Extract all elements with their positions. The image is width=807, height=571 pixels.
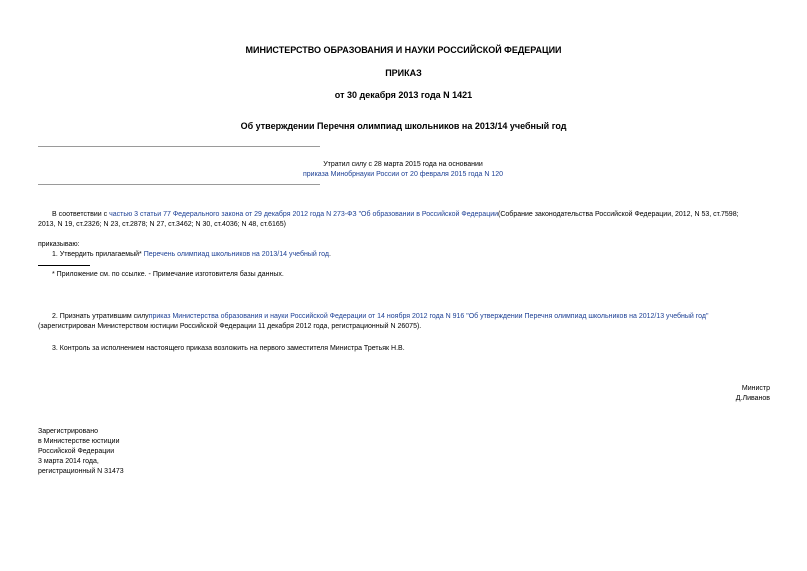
order-item-1-text: 1. Утвердить прилагаемый* [52,251,144,258]
preamble-text-1: В соответствии с [52,211,110,218]
doc-type-heading: ПРИКАЗ [385,68,422,78]
status-top-rule [38,146,320,147]
status-link-wrap [38,170,768,179]
preamble-line-2: 2013, N 19, ст.2326; N 23, ст.2878; N 27, ст.3462; N 30, ст.4036; N 48, ст.6165) [38,221,286,228]
order-item-2-line-2: (зарегистрирован Министерством юстиции Российской Федерации 11 декабря 2012 года, регистрационный N 26075). [38,323,422,330]
footnote-text: * Приложение см. по ссылке. - Примечание изготовителя базы данных. [52,271,284,278]
order-item-1-end: . [328,251,331,258]
preamble-law-link[interactable]: частью 3 статьи 77 Федерального закона от 29 декабря 2012 года N 273-ФЗ "Об образовании в Российской Федерации [109,211,499,218]
prikazyvayu-label: приказываю: [38,241,80,248]
order-item-3: 3. Контроль за исполнением настоящего приказа возложить на первого заместителя Министра Третьяк Н.В. [52,345,405,352]
order-item-2 [52,312,770,321]
old-order-link[interactable]: приказ Министерства образования и науки Российской Федерации от 14 ноября 2012 года N 916 "Об утверждении Перечня олимпиад школьников на 2012/13 учебный год" [148,313,709,320]
document-title: Об утверждении Перечня олимпиад школьников на 2013/14 учебный год [240,121,567,131]
signature-name: Д.Ливанов [735,395,770,402]
signature-role: Министр [741,385,770,392]
preamble-text-2: (Собрание законодательства Российской Федерации, 2012, N 53, ст.7598; [498,211,739,218]
registration-line-3: Российской Федерации [38,448,115,455]
status-line: Утратил силу с 28 марта 2015 года на основании [323,161,483,168]
order-item-1 [52,250,331,259]
preamble-line-1 [52,210,772,219]
status-link[interactable]: приказа Минобрнауки России от 20 февраля 2015 года N 120 [302,171,504,178]
registration-line-2: в Министерстве юстиции [38,438,120,445]
footnote-rule [38,265,90,266]
olympiad-list-link[interactable]: Перечень олимпиад школьников на 2013/14 учебный год [143,251,329,258]
status-bottom-rule [38,184,320,185]
registration-line-1: Зарегистрировано [38,428,98,435]
registration-line-5: регистрационный N 31473 [38,468,124,475]
order-item-2-text: 2. Признать утратившим силу [52,313,149,320]
ministry-heading: МИНИСТЕРСТВО ОБРАЗОВАНИЯ И НАУКИ РОССИЙСКОЙ ФЕДЕРАЦИИ [245,45,562,55]
registration-line-4: 3 марта 2014 года, [38,458,99,465]
date-number-heading: от 30 декабря 2013 года N 1421 [334,90,473,100]
